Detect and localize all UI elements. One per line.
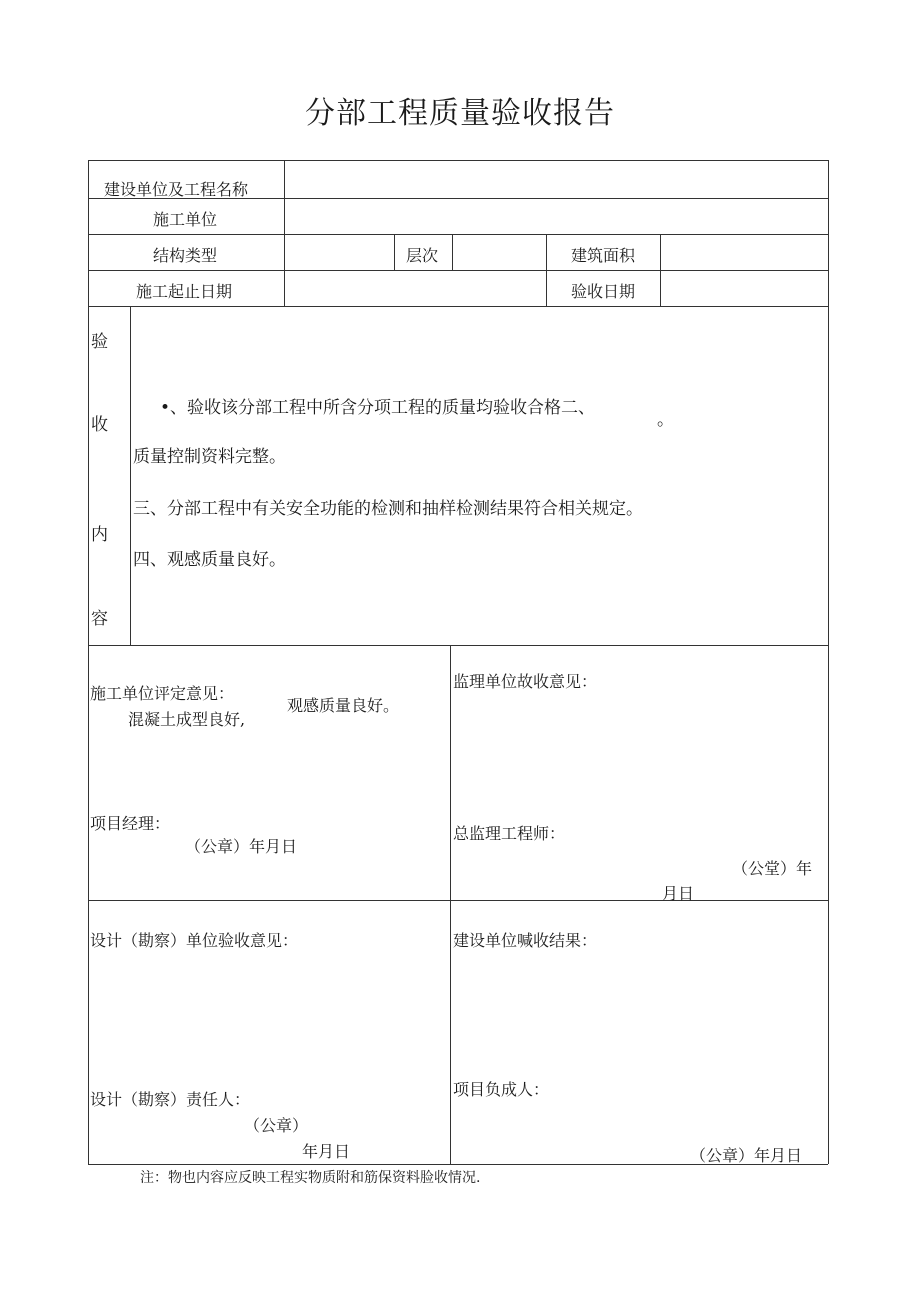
acceptance-date-label: 验收日期 [571, 282, 636, 301]
builder-opinion-text-2: 观感质量良好。 [287, 696, 400, 715]
table-line [450, 645, 451, 1164]
table-line [88, 645, 828, 646]
table-line [130, 306, 131, 645]
supervisor-seal: （公堂）年 [732, 859, 813, 878]
content-item-4: 四、观感质量良好。 [133, 550, 286, 570]
table-line [88, 306, 828, 307]
owner-seal-date: （公章）年月日 [690, 1146, 803, 1165]
table-line [284, 160, 285, 306]
structure-type-label: 结构类型 [153, 246, 218, 265]
supervisor-opinion-label: 监理单位故收意见： [453, 672, 598, 691]
content-item-1: •、验收该分部工程中所含分项工程的质量均验收合格二、 [160, 398, 596, 418]
table-line [828, 160, 829, 1164]
chief-engineer-label: 总监理工程师： [453, 824, 566, 843]
content-item-2: 质量控制资料完整。 [133, 447, 286, 467]
table-line [394, 234, 395, 270]
page-title: 分部工程质量验收报告 [305, 96, 615, 131]
design-seal: （公章） [244, 1116, 309, 1135]
content-item-1-mark: 。 [657, 410, 674, 430]
design-opinion-label: 设计（勘察）单位验收意见： [90, 931, 299, 950]
content-side-label-4: 容 [91, 609, 108, 629]
table-line [660, 234, 661, 306]
builder-seal-date: （公章）年月日 [185, 837, 298, 856]
table-line [88, 160, 828, 161]
table-line [88, 270, 828, 271]
builder-opinion-label: 施工单位评定意见： [90, 684, 235, 703]
start-end-date-label: 施工起止日期 [136, 282, 233, 301]
content-side-label-2: 收 [91, 415, 108, 435]
owner-opinion-label: 建设单位喊收结果： [453, 931, 598, 950]
content-item-3: 三、分部工程中有关安全功能的检测和抽样检测结果符合相关规定。 [133, 499, 643, 519]
builder-opinion-text-1: 混凝土成型良好, [128, 710, 246, 729]
footnote: 注：物也内容应反映工程实物质附和筋保资料脸收情况. [140, 1170, 481, 1186]
table-line [88, 900, 828, 901]
project-leader-label: 项目负成人： [453, 1080, 550, 1099]
construction-unit-label: 建设单位及工程名称 [104, 180, 249, 199]
building-area-label: 建筑面积 [571, 246, 636, 265]
content-side-label-3: 内 [91, 525, 108, 545]
supervisor-date: 月日 [662, 884, 695, 903]
project-manager-label: 项目经理： [90, 814, 171, 833]
table-line [88, 160, 89, 1164]
table-line [546, 234, 547, 306]
floors-label: 层次 [406, 246, 439, 265]
design-responsible-label: 设计（勘察）责任人： [90, 1090, 251, 1109]
table-line [452, 234, 453, 270]
content-side-label-1: 验 [91, 332, 108, 352]
table-line [88, 234, 828, 235]
builder-label: 施工单位 [153, 210, 218, 229]
design-date: 年月日 [302, 1142, 351, 1161]
